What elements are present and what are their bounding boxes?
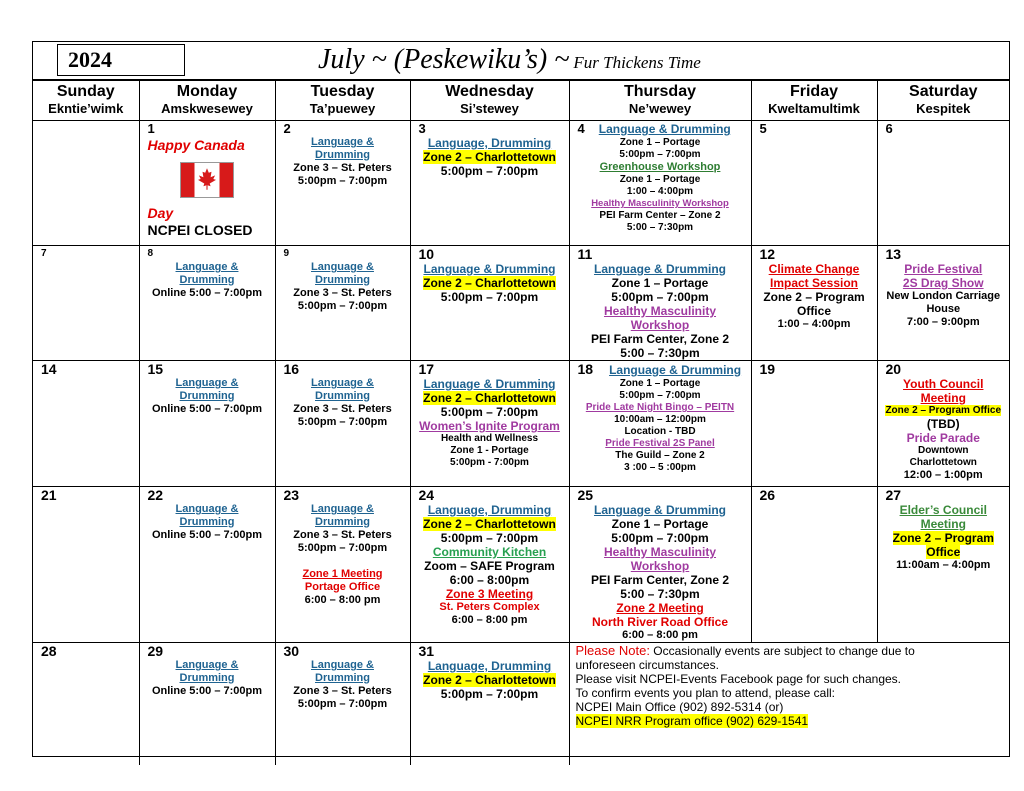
event-link[interactable]: Healthy Masculinity Workshop [591, 198, 729, 209]
day-cell-3 [410, 121, 569, 246]
day-header-wednesday: Wednesday Si’stewey [410, 81, 569, 121]
event-link[interactable]: Language & Drumming [598, 122, 731, 136]
event-link[interactable]: Community Kitchen [432, 545, 547, 559]
closed-notice: NCPEI CLOSED [147, 222, 253, 238]
year-box: 2024 [57, 44, 185, 76]
day-cell-29 [139, 643, 275, 765]
event-location: Zone 1 – Portage [619, 137, 701, 148]
event-time: 5:00pm – 7:00pm [440, 687, 539, 701]
event-link[interactable]: Pride Festival 2S Panel [605, 438, 715, 449]
event-time: 5:00pm – 7:00pm [440, 405, 539, 419]
event-link[interactable]: Drumming [179, 516, 235, 528]
event-time: 11:00am – 4:00pm [896, 559, 991, 571]
day-number: 17 [418, 361, 435, 377]
event-link[interactable]: Language, Drumming [427, 136, 552, 150]
event-location: The Guild – Zone 2 [615, 450, 705, 461]
event-location: PEI Farm Center, Zone 2 [590, 573, 730, 587]
main-office-phone: NCPEI Main Office (902) 892-5314 (or) [575, 700, 784, 714]
event-location: Zone 1 – Portage [619, 378, 701, 389]
day-cell-19 [751, 361, 877, 487]
event-note: (TBD) [926, 417, 960, 431]
day-cell-7 [33, 246, 139, 361]
event-location: Location - TBD [624, 426, 696, 437]
event-link[interactable]: Healthy Masculinity [603, 545, 717, 559]
event-link[interactable]: Language, Drumming [427, 659, 552, 673]
event-link[interactable]: Climate Change [768, 262, 860, 276]
day-number: 18 [577, 361, 594, 377]
event-location: Office [796, 304, 831, 318]
note-line: unforeseen circumstances. [575, 658, 719, 672]
event-location: Zone 1 – Portage [611, 517, 709, 531]
event-link[interactable]: Drumming [315, 516, 370, 528]
event-location: Zone 1 – Portage [611, 276, 709, 290]
day-cell-15 [139, 361, 275, 487]
event-time: 7:00 – 9:00pm [906, 316, 980, 328]
please-note-block [572, 643, 1008, 729]
event-link[interactable]: Language & Drumming [423, 377, 556, 391]
day-number: 31 [418, 643, 435, 659]
day-cell-16 [275, 361, 410, 487]
event-link[interactable]: Language & [175, 261, 239, 273]
month-title-sub: Fur Thickens Time [573, 53, 701, 72]
event-link[interactable]: Zone 2 Meeting [616, 601, 704, 615]
event-location-highlight: Zone 2 – Program Office [885, 405, 1002, 416]
event-location: St. Peters Complex [439, 601, 540, 613]
day-cell-6 [877, 121, 1009, 246]
event-time: 5:00 – 7:30pm [620, 587, 700, 601]
please-note-label: Please Note: [575, 643, 650, 658]
day-cell-23 [275, 487, 410, 643]
title-row [33, 42, 1009, 80]
event-time: 5:00pm – 7:00pm [619, 149, 701, 160]
event-link[interactable]: Drumming [315, 672, 370, 684]
day-cell-17 [410, 361, 569, 487]
event-time: 10:00am – 12:00pm [614, 414, 706, 425]
event-time: 5:00pm – 7:00pm [297, 416, 388, 428]
day-cell-28 [33, 643, 139, 765]
day-number: 4 [577, 121, 585, 136]
day-number: 19 [759, 361, 776, 377]
event-location: Online 5:00 – 7:00pm [151, 287, 263, 299]
event-location-highlight: Zone 2 – Charlottetown [423, 276, 556, 290]
event-link[interactable]: Elder’s Council [899, 503, 987, 517]
event-location: Downtown [917, 445, 969, 456]
day-number: 2 [283, 121, 291, 136]
day-number: 23 [283, 487, 300, 503]
event-location-highlight: Zone 2 – Charlottetown [423, 391, 556, 405]
event-link[interactable]: Language & Drumming [593, 503, 726, 517]
event-link[interactable]: Drumming [315, 390, 370, 402]
day-number: 11 [577, 246, 593, 262]
day-cell-10 [410, 246, 569, 361]
day-number: 6 [885, 121, 893, 136]
event-link[interactable]: Language & [175, 659, 239, 671]
event-location: Zone 3 – St. Peters [293, 287, 392, 299]
event-location: Zone 1 – Portage [619, 174, 701, 185]
event-link[interactable]: Zone 3 Meeting [445, 587, 534, 601]
day-cell-21 [33, 487, 139, 643]
day-cell-25 [569, 487, 751, 643]
day-number: 16 [283, 361, 300, 377]
event-time: 5:00pm – 7:00pm [611, 290, 709, 304]
event-link[interactable]: Women’s Ignite Program [419, 419, 560, 433]
event-link[interactable]: Greenhouse Workshop [599, 161, 721, 173]
day-number: 5 [759, 121, 767, 136]
day-cell-12 [751, 246, 877, 361]
event-location: Zoom – SAFE Program [424, 559, 555, 573]
day-cell-24 [410, 487, 569, 643]
day-cell-18 [569, 361, 751, 487]
day-cell-22 [139, 487, 275, 643]
event-time: 5:00pm – 7:00pm [611, 531, 709, 545]
event-link[interactable]: Healthy Masculinity [603, 304, 717, 318]
day-number: 20 [885, 361, 902, 377]
day-number: 1 [147, 121, 155, 136]
day-cell-5 [751, 121, 877, 246]
event-location: Zone 3 – St. Peters [293, 529, 392, 541]
day-cell-20 [877, 361, 1009, 487]
event-time: 5:00pm – 7:00pm [440, 531, 539, 545]
event-time: 3 :00 – 5 :00pm [624, 462, 696, 473]
day-cell-2 [275, 121, 410, 246]
day-number: 12 [759, 246, 776, 262]
event-location: PEI Farm Center – Zone 2 [599, 210, 721, 221]
event-location-highlight: Zone 2 – Program [892, 531, 994, 545]
day-cell-4 [569, 121, 751, 246]
day-header-saturday: Saturday Kespitek [877, 81, 1009, 121]
event-link[interactable]: Language & Drumming [593, 262, 726, 276]
month-title-main: July ~ (Peskewiku’s) ~ [318, 44, 570, 75]
event-link[interactable]: Meeting [920, 517, 966, 531]
day-number: 7 [41, 248, 47, 259]
nrr-office-phone: NCPEI NRR Program office (902) 629-1541 [575, 714, 809, 728]
day-cell-9 [275, 246, 410, 361]
event-location-highlight: Office [926, 545, 961, 559]
event-time: 6:00 – 8:00 pm [451, 614, 528, 626]
holiday-label: Happy Canada [147, 137, 245, 153]
day-cell-31 [410, 643, 569, 765]
day-cell-27 [877, 487, 1009, 643]
event-link[interactable]: Meeting [920, 391, 966, 405]
event-link[interactable]: Drumming [315, 149, 370, 161]
week-row [33, 487, 1009, 643]
event-time: 5:00 – 7:30pm [620, 346, 700, 360]
canada-flag-icon [180, 162, 234, 198]
event-link[interactable]: Language & [311, 377, 374, 389]
holiday-label-2: Day [147, 205, 174, 221]
event-link[interactable]: Language & Drumming [423, 262, 556, 276]
day-number: 14 [41, 361, 57, 377]
event-time: 5:00 – 7:30pm [626, 222, 694, 233]
event-link[interactable]: Drumming [179, 274, 235, 286]
day-header-tuesday: Tuesday Ta’puewey [275, 81, 410, 121]
event-subtitle: Health and Wellness [440, 433, 539, 444]
event-link[interactable]: Zone 1 Meeting [302, 568, 383, 580]
event-link[interactable]: Workshop [630, 318, 690, 332]
notice-cell [569, 643, 1009, 765]
week-row [33, 361, 1009, 487]
day-cell-11 [569, 246, 751, 361]
calendar-frame [32, 41, 1010, 757]
day-number: 24 [418, 487, 435, 503]
event-time: 6:00 – 8:00pm [449, 573, 530, 587]
event-link[interactable]: Language & [311, 659, 374, 671]
calendar-grid [33, 80, 1009, 765]
day-number: 30 [283, 643, 300, 659]
day-cell-8 [139, 246, 275, 361]
event-location: Portage Office [304, 581, 381, 593]
event-time: 1:00 – 4:00pm [777, 318, 851, 330]
note-line: Occasionally events are subject to change due to [649, 644, 915, 658]
day-cell-1 [139, 121, 275, 246]
event-location-highlight: Zone 2 – Charlottetown [423, 517, 556, 531]
event-link[interactable]: Language & [175, 377, 239, 389]
event-time: 5:00pm – 7:00pm [619, 390, 701, 401]
day-number: 25 [577, 487, 594, 503]
day-number: 27 [885, 487, 902, 503]
day-header-sunday: Sunday Ekntie’wimk [33, 81, 139, 121]
week-row [33, 246, 1009, 361]
week-row [33, 643, 1009, 765]
day-number: 3 [418, 121, 426, 136]
event-location-highlight: Zone 2 – Charlottetown [423, 150, 556, 164]
event-location: Online 5:00 – 7:00pm [151, 529, 263, 541]
event-location: Charlottetown [909, 457, 977, 468]
event-link[interactable]: Drumming [315, 274, 370, 286]
event-time: 6:00 – 8:00 pm [622, 629, 698, 641]
event-location-highlight: Zone 2 – Charlottetown [423, 673, 556, 687]
event-time: 12:00 – 1:00pm [903, 469, 983, 481]
day-header-monday: Monday Amskwesewey [139, 81, 275, 121]
event-location: Online 5:00 – 7:00pm [151, 685, 263, 697]
event-location: North River Road Office [591, 615, 729, 629]
event-link[interactable]: Impact Session [769, 276, 859, 290]
day-number: 22 [147, 487, 164, 503]
event-time: 5:00pm – 7:00pm [297, 698, 388, 710]
event-time: 5:00pm – 7:00pm [297, 542, 388, 554]
event-time: 5:00pm – 7:00pm [440, 164, 539, 178]
event-location: Zone 3 – St. Peters [293, 162, 392, 174]
event-link[interactable]: Pride Festival [904, 262, 983, 276]
event-location: New London Carriage [886, 290, 1001, 302]
event-link[interactable]: Drumming [179, 390, 235, 402]
day-header-friday: Friday Kweltamultimk [751, 81, 877, 121]
day-number: 8 [147, 248, 154, 259]
event-location: PEI Farm Center, Zone 2 [590, 332, 730, 346]
day-number: 15 [147, 361, 164, 377]
event-link[interactable]: Language & [311, 136, 374, 148]
event-time: 6:00 – 8:00 pm [304, 594, 381, 606]
note-line: To confirm events you plan to attend, please call: [575, 686, 835, 700]
event-location: House [926, 303, 961, 315]
event-title: Pride Parade [906, 431, 980, 445]
event-link[interactable]: Language & Drumming [609, 363, 742, 377]
event-time: 1:00 – 4:00pm [626, 186, 694, 197]
note-line: Please visit NCPEI-Events Facebook page for such changes. [575, 672, 901, 686]
day-cell-14 [33, 361, 139, 487]
day-cell-26 [751, 487, 877, 643]
day-number: 10 [418, 246, 435, 262]
event-time: 5:00pm – 7:00pm [440, 290, 539, 304]
week-row [33, 121, 1009, 246]
event-link[interactable]: Drumming [179, 672, 235, 684]
day-number: 9 [283, 248, 290, 259]
event-link[interactable]: 2S Drag Show [902, 276, 984, 290]
day-number: 13 [885, 246, 902, 262]
day-cell-empty [33, 121, 139, 246]
event-location: Zone 3 – St. Peters [293, 685, 392, 697]
day-number: 29 [147, 643, 164, 659]
event-location: Zone 2 – Program [763, 290, 865, 304]
event-time: 5:00pm - 7:00pm [450, 457, 529, 468]
event-location: Online 5:00 – 7:00pm [151, 403, 263, 415]
event-link[interactable]: Language, Drumming [427, 503, 552, 517]
event-link[interactable]: Workshop [630, 559, 690, 573]
event-link[interactable]: Language & [175, 503, 239, 515]
event-link[interactable]: Language & [311, 503, 374, 515]
day-header-thursday: Thursday Ne’wewey [569, 81, 751, 121]
event-location: Zone 1 - Portage [450, 445, 529, 456]
day-number: 26 [759, 487, 776, 503]
event-time: 5:00pm – 7:00pm [297, 175, 388, 187]
day-cell-30 [275, 643, 410, 765]
weekday-header-row [33, 81, 1009, 121]
day-number: 28 [41, 643, 57, 659]
event-link[interactable]: Language & [311, 261, 374, 273]
month-title [318, 43, 701, 80]
event-location: Zone 3 – St. Peters [293, 403, 392, 415]
day-cell-13 [877, 246, 1009, 361]
event-link[interactable]: Pride Late Night Bingo – PEITN [585, 402, 735, 413]
day-number: 21 [41, 487, 57, 503]
event-link[interactable]: Youth Council [903, 377, 984, 391]
event-time: 5:00pm – 7:00pm [297, 300, 388, 312]
